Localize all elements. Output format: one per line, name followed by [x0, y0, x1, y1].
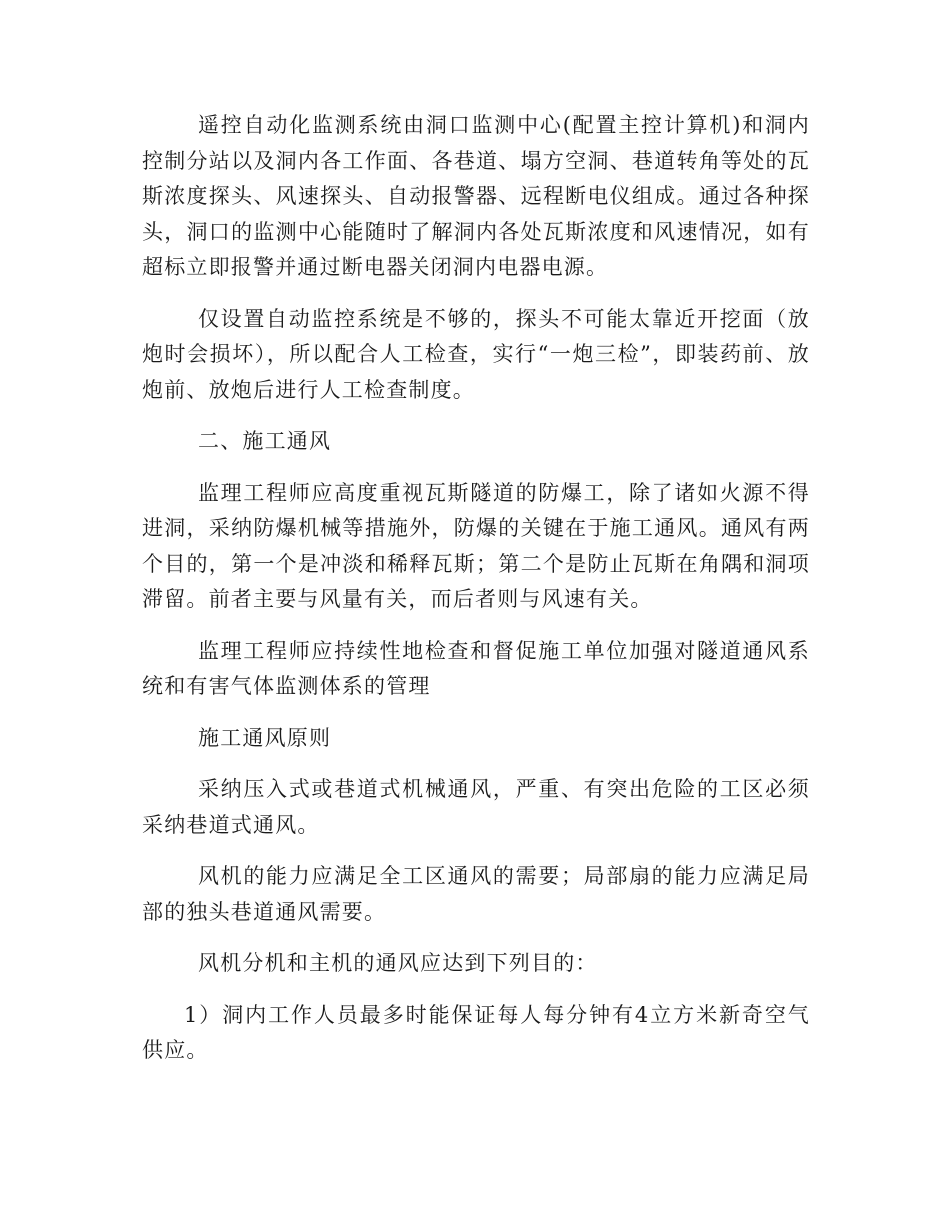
paragraph-explosion-prevention: 监理工程师应高度重视瓦斯隧道的防爆工，除了诸如火源不得进洞，采纳防爆机械等措施外，防爆的关键在于施工通风。通风有两个目的，第一个是冲淡和稀释瓦斯；第二个是防止瓦斯在角隅和洞项滞留。前者主要与风量有关，而后者则与风速有关。 [142, 480, 810, 611]
section-heading-construction-ventilation: 二、施工通风 [198, 429, 332, 453]
paragraph-supervision: 监理工程师应持续性地检查和督促施工单位加强对隧道通风系统和有害气体监测体系的管理 [142, 638, 810, 698]
document-body [142, 108, 810, 1085]
paragraph-monitoring-system: 遥控自动化监测系统由洞口监测中心(配置主控计算机)和洞内控制分站以及洞内各工作面、各巷道、塌方空洞、巷道转角等处的瓦斯浓度探头、风速探头、自动报警器、远程断电仪组成。通过各种探头，洞口的监测中心能随时了解洞内各处瓦斯浓度和风速情况，如有超标立即报警并通过断电器关闭洞内电器电源。 [142, 113, 810, 279]
paragraph-fan-capacity: 风机的能力应满足全工区通风的需要；局部扇的能力应满足局部的独头巷道通风需要。 [142, 864, 810, 924]
paragraph-manual-inspection: 仅设置自动监控系统是不够的，探头不可能太靠近开挖面（放炮时会损坏），所以配合人工检查，实行“一炮三检”，即装药前、放炮前、放炮后进行人工检查制度。 [142, 306, 810, 402]
section-heading-ventilation-goals: 风机分机和主机的通风应达到下列目的： [198, 951, 598, 975]
section-heading-ventilation-principles: 施工通风原则 [198, 725, 332, 750]
list-item-air-supply: 1）洞内工作人员最多时能保证每人每分钟有4立方米新奇空气供应。 [142, 1002, 810, 1062]
paragraph-ventilation-method: 采纳压入式或巷道式机械通风，严重、有突出危险的工区必须采纳巷道式通风。 [142, 777, 810, 837]
